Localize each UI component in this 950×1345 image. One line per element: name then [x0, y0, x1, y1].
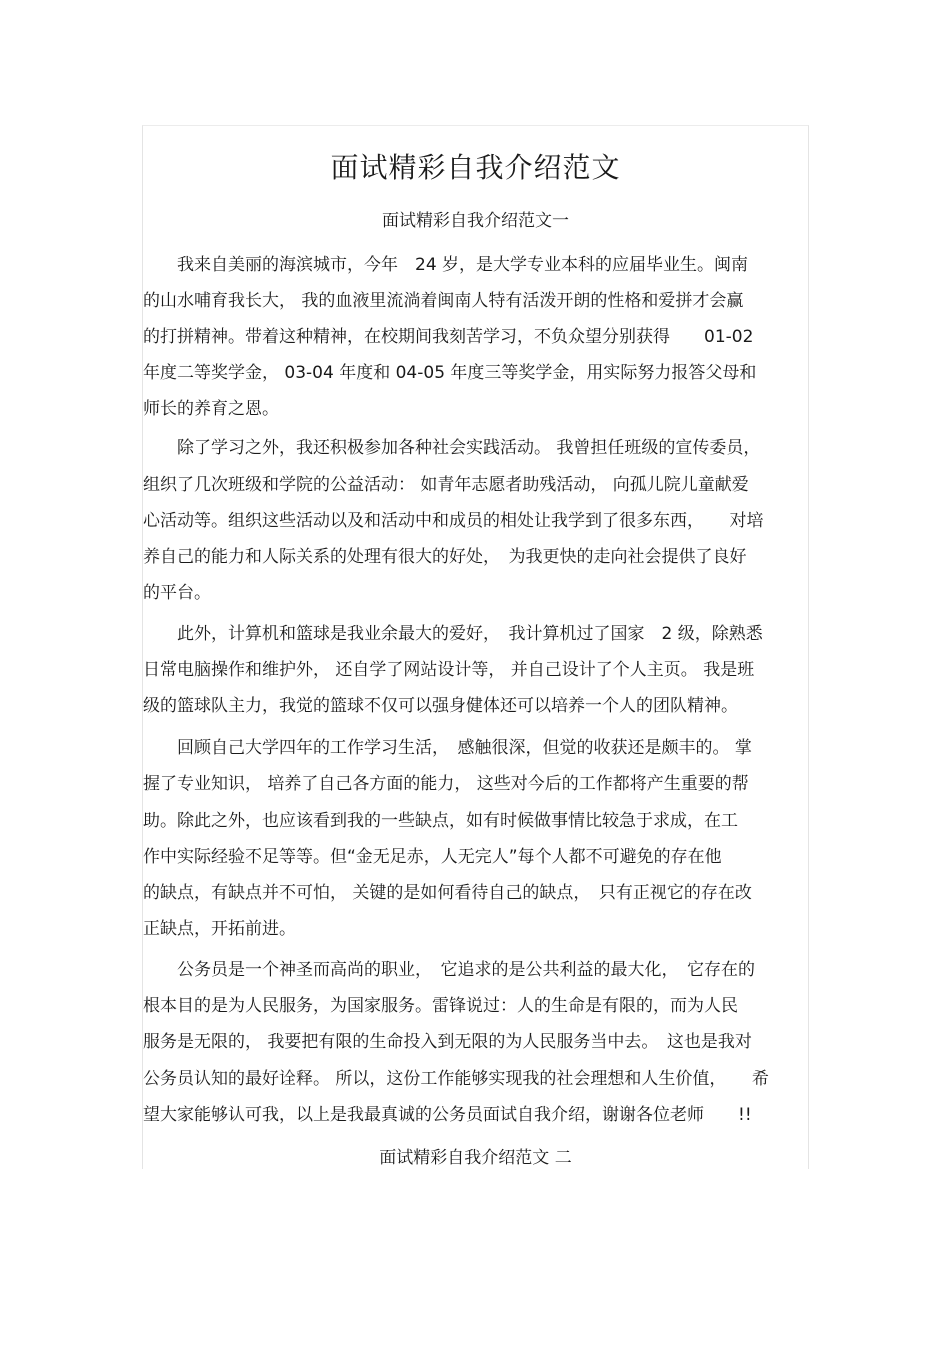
paragraph-line: 的打拼精神。带着这种精神，在校期间我刻苦学习，不负众望分别获得 01-02 — [143, 327, 754, 347]
paragraph-line: 作中实际经验不足等等。但“金无足赤，人无完人”每个人都不可避免的存在他 — [143, 847, 722, 867]
paragraph-line: 养自己的能力和人际关系的处理有很大的好处， 为我更快的走向社会提供了良好 — [143, 547, 747, 567]
section-heading-2: 面试精彩自我介绍范文 二 — [379, 1148, 572, 1168]
paragraph-line: 望大家能够认可我，以上是我最真诚的公务员面试自我介绍，谢谢各位老师 !! — [143, 1105, 752, 1125]
paragraph-line: 师长的养育之恩。 — [143, 399, 279, 419]
paragraph-line: 的山水哺育我长大， 我的血液里流淌着闽南人特有活泼开朗的性格和爱拼才会赢 — [143, 291, 744, 311]
paragraph-line: 根本目的是为人民服务，为国家服务。雷锋说过：人的生命是有限的，而为人民 — [143, 996, 738, 1016]
paragraph-line: 日常电脑操作和维护外， 还自学了网站设计等， 并自己设计了个人主页。 我是班 — [143, 660, 755, 680]
paragraph-line: 组织了几次班级和学院的公益活动： 如青年志愿者助残活动， 向孤儿院儿童献爱 — [143, 475, 749, 495]
paragraph-line: 公务员认知的最好诠释。 所以，这份工作能够实现我的社会理想和人生价值， 希 — [143, 1069, 769, 1089]
paragraph-line: 我来自美丽的海滨城市，今年 24 岁，是大学专业本科的应届毕业生。闽南 — [143, 255, 749, 275]
paragraph-line: 级的篮球队主力，我觉的篮球不仅可以强身健体还可以培养一个人的团队精神。 — [143, 696, 738, 716]
paragraph-line: 的平台。 — [143, 583, 211, 603]
paragraph-line: 服务是无限的， 我要把有限的生命投入到无限的为人民服务当中去。 这也是我对 — [143, 1032, 752, 1052]
section-heading-1: 面试精彩自我介绍范文一 — [382, 211, 569, 231]
document-title: 面试精彩自我介绍范文 — [330, 151, 621, 184]
paragraph-line: 此外，计算机和篮球是我业余最大的爱好， 我计算机过了国家 2 级，除熟悉 — [143, 624, 763, 644]
paragraph-line: 除了学习之外，我还积极参加各种社会实践活动。 我曾担任班级的宣传委员， — [143, 438, 761, 458]
document-page — [142, 125, 809, 1169]
paragraph-line: 握了专业知识， 培养了自己各方面的能力， 这些对今后的工作都将产生重要的帮 — [143, 774, 749, 794]
paragraph-line: 年度二等奖学金， 03-04 年度和 04-05 年度三等奖学金，用实际努力报答父母和 — [143, 363, 757, 383]
paragraph-line: 回顾自己大学四年的工作学习生活， 感触很深，但觉的收获还是颇丰的。 掌 — [143, 738, 752, 758]
paragraph-line: 助。除此之外，也应该看到我的一些缺点，如有时候做事情比较急于求成，在工 — [143, 811, 738, 831]
paragraph-line: 正缺点，开拓前进。 — [143, 919, 296, 939]
paragraph-line: 公务员是一个神圣而高尚的职业， 它追求的是公共利益的最大化， 它存在的 — [143, 960, 755, 980]
paragraph-line: 心活动等。组织这些活动以及和活动中和成员的相处让我学到了很多东西， 对培 — [143, 511, 764, 531]
paragraph-line: 的缺点，有缺点并不可怕， 关键的是如何看待自己的缺点， 只有正视它的存在改 — [143, 883, 752, 903]
